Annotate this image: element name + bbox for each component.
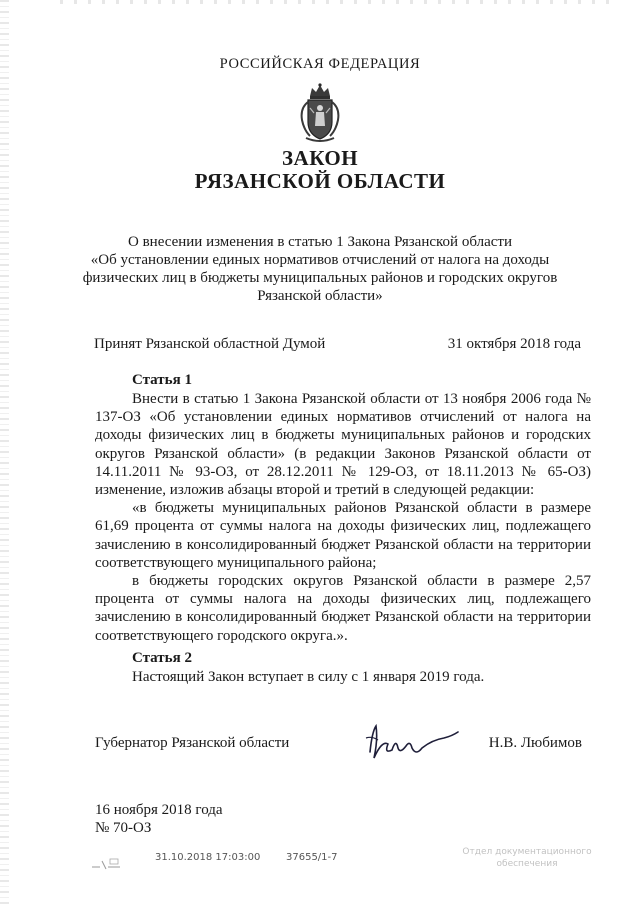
article-2-text: Настоящий Закон вступает в силу с 1 января 2019 года.: [132, 669, 485, 685]
article-1-paragraph-2: «в бюджеты муниципальных районов Рязанской области в размере 61,69 процента от суммы налога на доходы физических лиц, подлежащего зачислению в консолидированный бюджет Рязанской области на территории соответствующего муниципального района;: [95, 500, 591, 571]
law-number: № 70-ОЗ: [95, 820, 152, 836]
governor-position: Губернатор Рязанской области: [95, 735, 290, 751]
article-2-body: [95, 668, 591, 686]
law-title-line2: РЯЗАНСКОЙ ОБЛАСТИ: [194, 169, 446, 193]
signing-info: [95, 801, 223, 837]
faded-stamp-line: обеспечения: [496, 859, 558, 869]
article-1-paragraph-3: в бюджеты городских округов Рязанской области в размере 2,57 процента от суммы налога на доходы физических лиц, подлежащего зачислению в консолидированный бюджет Рязанской области на территории соответствующего городского округа.».: [95, 573, 591, 644]
subject-line: Рязанской области»: [257, 288, 383, 304]
subject-line: О внесении изменения в статью 1 Закона Рязанской области: [128, 234, 512, 250]
law-subject: [60, 233, 580, 305]
governor-name: Н.В. Любимов: [488, 735, 582, 751]
scan-edge-left: [0, 0, 9, 905]
registration-mark-icon: [90, 857, 122, 871]
subject-line: «Об установлении единых нормативов отчислений от налога на доходы: [90, 252, 550, 268]
faded-office-stamp: [452, 846, 602, 870]
article-1-body: [95, 390, 591, 645]
country-header: РОССИЙСКАЯ ФЕДЕРАЦИЯ: [219, 56, 421, 72]
subject-line: физических лиц в бюджеты муниципальных районов и городских округов: [82, 270, 558, 286]
article-2-heading: Статья 2: [132, 650, 192, 666]
adoption-date: 31 октября 2018 года: [447, 336, 581, 352]
signing-date: 16 ноября 2018 года: [95, 802, 223, 818]
registration-number: 37655/1-7: [286, 852, 338, 863]
article-1-intro: Внести в статью 1 Закона Рязанской области от 13 ноября 2006 года № 137-ОЗ «Об установлении единых нормативов отчислений от налога на доходы физических лиц в бюджеты муниципальных районов и городских округов Рязанской области» (в редакции Законов Рязанской области от 14.11.2011 № 93-ОЗ, от 28.12.2011 № 129-ОЗ, от 18.11.2013 № 65-ОЗ) изменение, изложив абзацы второй и третий в следующей редакции:: [95, 391, 591, 499]
article-1-heading: Статья 1: [132, 372, 192, 388]
faded-stamp-line: Отдел документационного: [462, 847, 592, 857]
handwritten-signature: [362, 718, 462, 766]
law-title-line1: ЗАКОН: [281, 146, 359, 170]
adoption-label: Принят Рязанской областной Думой: [94, 336, 326, 352]
registration-timestamp: 31.10.2018 17:03:00: [155, 852, 261, 863]
scan-edge-top: [60, 0, 620, 4]
ryazan-coat-of-arms-icon: [298, 82, 342, 144]
law-title: [0, 147, 640, 193]
